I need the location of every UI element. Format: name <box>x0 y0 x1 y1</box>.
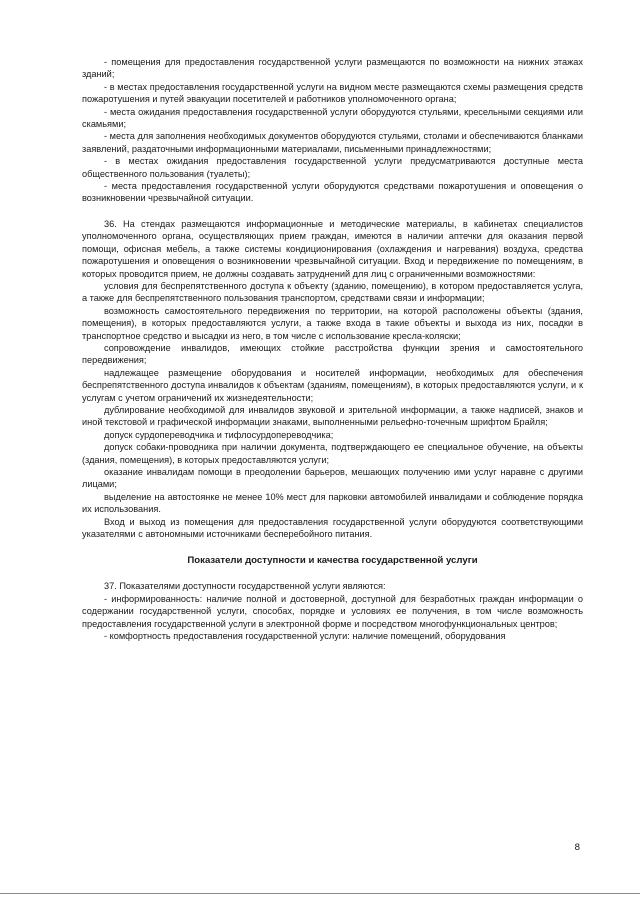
paragraph-36: 36. На стендах размещаются информационные и методические материалы, в кабинетах специалистов уполномоченного органа, осуществляющих прием граждан, имеются в наличии аптечки для оказания первой помощи, офисная мебель, а также системы кондиционирования (охлаждения и нагревания) воздуха, средства пожаротушения и оповещения о возникновении чрезвычайной ситуации. Вход и передвижение по помещениям, в которых проводится прием, не должны создавать затруднений для лиц с ограниченными возможностями: <box>82 218 583 279</box>
paragraph: - места предоставления государственной услуги оборудуются средствами пожаротушения и оповещения о возникновении чрезвычайной ситуации. <box>82 181 583 204</box>
paragraph: дублирование необходимой для инвалидов звуковой и зрительной информации, а также надписей, знаков и иной текстовой и графической информации знаками, выполненными рельефно-точечным шрифтом Брайля; <box>82 404 583 428</box>
paragraph: надлежащее размещение оборудования и носителей информации, необходимых для обеспечения беспрепятственного доступа инвалидов к объектам (зданиям, помещениям), в которых предоставляются услуги, и к услугам с учетом ограничений их жизнедеятельности; <box>82 367 583 403</box>
paragraph: - информированность: наличие полной и достоверной, доступной для безработных граждан информации о содержании государственной услуги, способах, порядке и условиях ее получения, в том числе возможность предоставления государственной услуги в электронной форме и посредством многофункциональных центров; <box>82 593 583 629</box>
paragraph: - комфортность предоставления государственной услуги: наличие помещений, оборудования <box>104 631 506 642</box>
paragraph: допуск собаки-проводника при наличии документа, подтверждающего ее специальное обучение, на объекты (здания, помещения), в которых предоставляются услуги; <box>82 442 583 465</box>
paragraph: - помещения для предоставления государственной услуги размещаются по возможности на нижних этажах зданий; <box>82 57 583 80</box>
paragraph-37: 37. Показателями доступности государственной услуги являются: <box>104 581 386 592</box>
paragraph: допуск сурдопереводчика и тифлосурдопереводчика; <box>104 429 334 440</box>
section-heading: Показатели доступности и качества государственной услуги <box>187 555 478 567</box>
paragraph: - места для заполнения необходимых документов оборудуются стульями, столами и обеспечиваются бланками заявлений, раздаточными информационными материалами, письменными принадлежностями; <box>82 131 583 154</box>
paragraph: оказание инвалидам помощи в преодолении барьеров, мешающих получению ими услуг наравне с другими лицами; <box>82 467 583 490</box>
paragraph: возможность самостоятельного передвижения по территории, на которой расположены объекты (здания, помещения), в которых предоставляются услуги, а также входа в такие объекты и выхода из них, посадки в транспортное средство и высадки из него, в том числе с использование кресла-коляски; <box>82 305 583 341</box>
paragraph: Вход и выход из помещения для предоставления государственной услуги оборудуются соответствующими указателями с автономными источниками бесперебойного питания. <box>82 516 583 540</box>
page-number: 8 <box>574 842 580 853</box>
paragraph: - в местах ожидания предоставления государственной услуги предусматриваются доступные места общественного пользования (туалеты); <box>82 156 583 179</box>
paragraph: - в местах предоставления государственной услуги на видном месте размещаются схемы размещения средств пожаротушения и путей эвакуации посетителей и работников уполномоченного органа; <box>82 81 583 105</box>
paragraph: выделение на автостоянке не менее 10% мест для парковки автомобилей инвалидами и соблюдение порядка их использования. <box>82 491 583 515</box>
paragraph-spacer <box>82 205 583 218</box>
page-bottom-rule <box>0 893 640 894</box>
paragraph: сопровождение инвалидов, имеющих стойкие расстройства функции зрения и самостоятельного передвижения; <box>82 342 583 366</box>
paragraph: условия для беспрепятственного доступа к объекту (зданию, помещению), в котором предоставляется услуга, а также для беспрепятственного пользования транспортом, средствами связи и информации; <box>82 280 583 304</box>
paragraph: - места ожидания предоставления государственной услуги оборудуются стульями, кресельными секциями или скамьями; <box>82 106 583 130</box>
